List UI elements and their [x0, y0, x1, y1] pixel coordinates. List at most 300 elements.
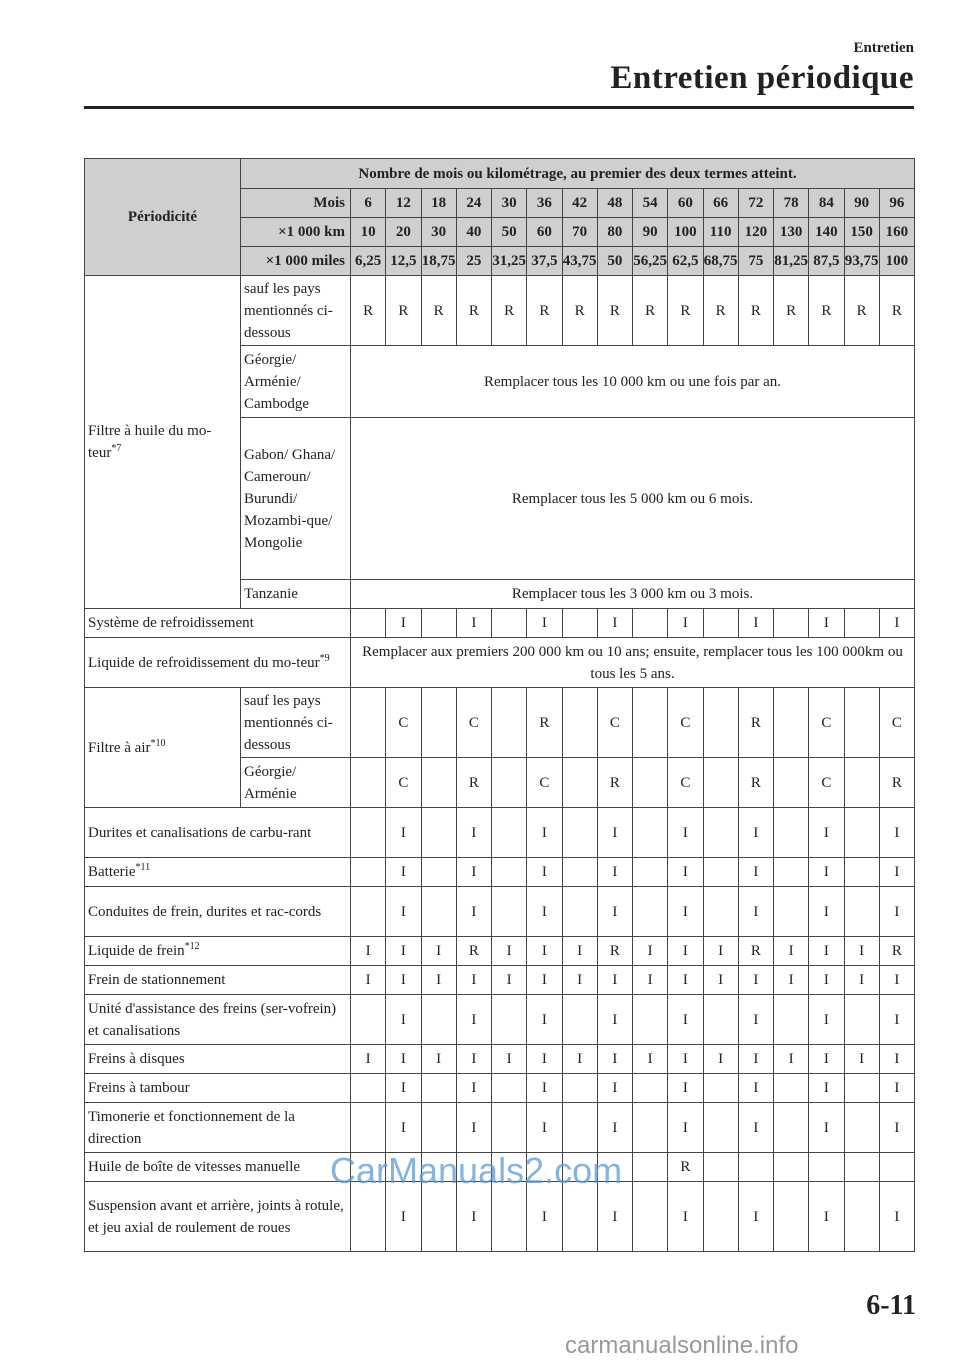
schedule-cell: 6: [351, 189, 386, 218]
schedule-cell: I: [597, 995, 632, 1045]
schedule-cell: 75: [738, 247, 773, 276]
schedule-cell: R: [597, 276, 632, 346]
schedule-cell: I: [738, 808, 773, 858]
schedule-cell: I: [738, 1074, 773, 1103]
schedule-cell: I: [774, 937, 809, 966]
schedule-cell: I: [633, 1045, 668, 1074]
schedule-cell: C: [527, 758, 562, 808]
schedule-cell: 6,25: [351, 247, 386, 276]
schedule-cell: I: [456, 1045, 491, 1074]
schedule-cell: 90: [844, 189, 879, 218]
schedule-cell: I: [879, 1045, 914, 1074]
schedule-cell: I: [738, 966, 773, 995]
schedule-cell: I: [386, 858, 421, 887]
coolant-label: Liquide de refroidissement du mo-teur$^{*9}$: [85, 638, 351, 688]
schedule-cell: I: [774, 1045, 809, 1074]
schedule-cell: [633, 808, 668, 858]
schedule-cell: I: [668, 1182, 703, 1252]
schedule-cell: R: [597, 937, 632, 966]
schedule-cell: [351, 758, 386, 808]
schedule-cell: I: [809, 609, 844, 638]
schedule-cell: R: [668, 276, 703, 346]
schedule-cell: I: [879, 966, 914, 995]
schedule-cell: I: [809, 887, 844, 937]
schedule-cell: [703, 858, 738, 887]
schedule-cell: 140: [809, 218, 844, 247]
schedule-cell: [351, 688, 386, 758]
schedule-cell: I: [879, 609, 914, 638]
row-label: Batterie$^{*11}$: [85, 858, 351, 887]
schedule-cell: I: [809, 1182, 844, 1252]
schedule-cell: 30: [492, 189, 527, 218]
schedule-cell: R: [492, 276, 527, 346]
schedule-cell: I: [879, 1103, 914, 1153]
schedule-cell: [703, 1153, 738, 1182]
km-label: ×1 000 km: [241, 218, 351, 247]
schedule-cell: [421, 609, 456, 638]
schedule-cell: I: [668, 609, 703, 638]
schedule-cell: I: [527, 1045, 562, 1074]
schedule-cell: [421, 858, 456, 887]
schedule-cell: 120: [738, 218, 773, 247]
schedule-cell: [421, 887, 456, 937]
schedule-cell: I: [386, 808, 421, 858]
schedule-cell: I: [738, 609, 773, 638]
schedule-cell: 68,75: [703, 247, 738, 276]
schedule-cell: I: [879, 887, 914, 937]
schedule-cell: 100: [668, 218, 703, 247]
schedule-cell: C: [386, 688, 421, 758]
schedule-cell: [633, 995, 668, 1045]
schedule-cell: [351, 1103, 386, 1153]
schedule-cell: I: [456, 1182, 491, 1252]
schedule-cell: 43,75: [562, 247, 597, 276]
schedule-cell: I: [456, 858, 491, 887]
schedule-cell: [879, 1153, 914, 1182]
schedule-cell: 50: [492, 218, 527, 247]
schedule-cell: I: [386, 1074, 421, 1103]
table-row: [85, 1045, 915, 1074]
schedule-cell: [703, 887, 738, 937]
schedule-cell: [492, 1074, 527, 1103]
schedule-cell: I: [386, 1182, 421, 1252]
schedule-cell: I: [597, 858, 632, 887]
table-row: [85, 937, 915, 966]
schedule-cell: I: [597, 887, 632, 937]
schedule-cell: R: [668, 1153, 703, 1182]
schedule-cell: R: [738, 276, 773, 346]
schedule-cell: [421, 995, 456, 1045]
schedule-cell: [844, 1074, 879, 1103]
schedule-cell: [844, 808, 879, 858]
oil-filter-sub2-text: Remplacer tous les 10 000 km ou une fois par an.: [351, 346, 915, 418]
schedule-cell: 160: [879, 218, 914, 247]
schedule-cell: [492, 688, 527, 758]
schedule-cell: I: [527, 995, 562, 1045]
schedule-cell: [351, 808, 386, 858]
schedule-cell: I: [386, 1103, 421, 1153]
schedule-cell: R: [703, 276, 738, 346]
schedule-cell: R: [879, 758, 914, 808]
schedule-cell: I: [386, 609, 421, 638]
table-row: [85, 858, 915, 887]
schedule-cell: I: [456, 609, 491, 638]
periodicite-header: Périodicité: [85, 159, 241, 276]
schedule-cell: I: [456, 1074, 491, 1103]
table-row: [85, 1182, 915, 1252]
cooling-system-label: Système de refroidissement: [85, 609, 351, 638]
schedule-cell: [562, 1074, 597, 1103]
schedule-cell: I: [527, 887, 562, 937]
schedule-cell: I: [562, 1045, 597, 1074]
schedule-cell: 31,25: [492, 247, 527, 276]
schedule-cell: [703, 1074, 738, 1103]
schedule-cell: 20: [386, 218, 421, 247]
row-label: Suspension avant et arrière, joints à rotule, et jeu axial de roulement de roues: [85, 1182, 351, 1252]
row-label: Liquide de frein$^{*12}$: [85, 937, 351, 966]
schedule-cell: I: [668, 858, 703, 887]
schedule-cell: I: [421, 966, 456, 995]
schedule-cell: I: [456, 1103, 491, 1153]
schedule-cell: I: [668, 995, 703, 1045]
schedule-cell: [703, 758, 738, 808]
schedule-cell: I: [668, 1103, 703, 1153]
schedule-cell: [633, 1103, 668, 1153]
schedule-cell: [421, 758, 456, 808]
schedule-cell: [774, 1103, 809, 1153]
schedule-cell: 12: [386, 189, 421, 218]
table-row: [85, 995, 915, 1045]
schedule-cell: [421, 808, 456, 858]
schedule-cell: 87,5: [809, 247, 844, 276]
schedule-cell: [844, 1103, 879, 1153]
schedule-cell: I: [386, 966, 421, 995]
schedule-cell: C: [809, 688, 844, 758]
schedule-cell: 150: [844, 218, 879, 247]
schedule-cell: I: [597, 609, 632, 638]
schedule-cell: [844, 609, 879, 638]
schedule-cell: I: [703, 937, 738, 966]
schedule-cell: I: [492, 1045, 527, 1074]
schedule-cell: 40: [456, 218, 491, 247]
schedule-cell: 70: [562, 218, 597, 247]
schedule-cell: [562, 808, 597, 858]
schedule-cell: 50: [597, 247, 632, 276]
schedule-cell: I: [351, 966, 386, 995]
table-row: [85, 887, 915, 937]
schedule-cell: 93,75: [844, 247, 879, 276]
watermark: CarManuals2.com: [330, 1150, 623, 1191]
schedule-cell: [492, 1182, 527, 1252]
schedule-cell: I: [879, 858, 914, 887]
schedule-caption: Nombre de mois ou kilométrage, au premier des deux termes atteint.: [241, 159, 915, 189]
schedule-cell: I: [879, 1074, 914, 1103]
schedule-cell: I: [597, 808, 632, 858]
schedule-cell: 72: [738, 189, 773, 218]
air-filter-label: Filtre à air$^{*10}$: [85, 688, 241, 808]
air-filter-sub2-label: Géorgie/ Arménie: [241, 758, 351, 808]
schedule-cell: I: [527, 808, 562, 858]
schedule-cell: I: [527, 937, 562, 966]
schedule-cell: [774, 808, 809, 858]
schedule-cell: I: [351, 1045, 386, 1074]
oil-filter-sub2-label: Géorgie/ Arménie/ Cambodge: [241, 346, 351, 418]
schedule-cell: R: [351, 276, 386, 346]
schedule-cell: [492, 995, 527, 1045]
schedule-cell: [703, 808, 738, 858]
miles-label: ×1 000 miles: [241, 247, 351, 276]
schedule-cell: [633, 887, 668, 937]
schedule-cell: [562, 688, 597, 758]
schedule-cell: R: [844, 276, 879, 346]
schedule-cell: I: [809, 808, 844, 858]
schedule-cell: I: [492, 937, 527, 966]
schedule-cell: [351, 995, 386, 1045]
row-label: Freins à tambour: [85, 1074, 351, 1103]
schedule-cell: 54: [633, 189, 668, 218]
schedule-cell: I: [844, 1045, 879, 1074]
schedule-cell: [844, 688, 879, 758]
section-label: Entretien: [853, 40, 914, 56]
schedule-cell: I: [774, 966, 809, 995]
schedule-cell: R: [738, 688, 773, 758]
schedule-cell: I: [597, 1045, 632, 1074]
schedule-cell: [633, 1182, 668, 1252]
schedule-cell: I: [879, 995, 914, 1045]
air-filter-sub1-label: sauf les pays mentionnés ci-dessous: [241, 688, 351, 758]
row-label: Freins à disques: [85, 1045, 351, 1074]
row-label: Conduites de frein, durites et rac-cords: [85, 887, 351, 937]
schedule-cell: I: [809, 858, 844, 887]
row-label: Unité d'assistance des freins (ser-vofrein) et canalisations: [85, 995, 351, 1045]
schedule-cell: I: [703, 966, 738, 995]
schedule-cell: I: [527, 609, 562, 638]
schedule-cell: [774, 609, 809, 638]
schedule-cell: I: [844, 966, 879, 995]
schedule-cell: R: [738, 937, 773, 966]
schedule-cell: [844, 1182, 879, 1252]
schedule-cell: [703, 1103, 738, 1153]
schedule-cell: I: [738, 995, 773, 1045]
schedule-cell: C: [668, 688, 703, 758]
schedule-cell: I: [456, 995, 491, 1045]
schedule-cell: [703, 995, 738, 1045]
schedule-cell: I: [668, 1045, 703, 1074]
oil-filter-sub3-label: Gabon/ Ghana/ Cameroun/ Burundi/ Mozambi-que/ Mongolie: [241, 418, 351, 580]
schedule-cell: [844, 887, 879, 937]
schedule-cell: [421, 1103, 456, 1153]
schedule-cell: 60: [668, 189, 703, 218]
schedule-cell: [633, 609, 668, 638]
schedule-cell: [562, 887, 597, 937]
schedule-cell: 110: [703, 218, 738, 247]
schedule-cell: I: [527, 966, 562, 995]
schedule-cell: [774, 887, 809, 937]
schedule-cell: R: [456, 276, 491, 346]
table-row: [85, 966, 915, 995]
schedule-cell: I: [351, 937, 386, 966]
schedule-cell: [844, 758, 879, 808]
schedule-cell: 18: [421, 189, 456, 218]
schedule-cell: [844, 995, 879, 1045]
schedule-cell: 84: [809, 189, 844, 218]
schedule-cell: [351, 1074, 386, 1103]
schedule-cell: [421, 1074, 456, 1103]
schedule-cell: R: [527, 688, 562, 758]
schedule-cell: C: [386, 758, 421, 808]
schedule-cell: I: [668, 887, 703, 937]
page-title: Entretien périodique: [610, 60, 914, 96]
schedule-cell: 37,5: [527, 247, 562, 276]
schedule-cell: I: [456, 808, 491, 858]
schedule-cell: [351, 609, 386, 638]
schedule-cell: [633, 858, 668, 887]
schedule-cell: I: [597, 1074, 632, 1103]
schedule-cell: 90: [633, 218, 668, 247]
oil-filter-sub4-text: Remplacer tous les 3 000 km ou 3 mois.: [351, 580, 915, 609]
months-label: Mois: [241, 189, 351, 218]
schedule-cell: I: [527, 858, 562, 887]
schedule-cell: 18,75: [421, 247, 456, 276]
schedule-cell: [351, 1182, 386, 1252]
schedule-cell: I: [597, 1103, 632, 1153]
schedule-cell: I: [562, 937, 597, 966]
schedule-cell: [421, 688, 456, 758]
schedule-cell: 130: [774, 218, 809, 247]
schedule-cell: 10: [351, 218, 386, 247]
schedule-cell: I: [597, 1182, 632, 1252]
page-number: 6-11: [866, 1290, 916, 1321]
schedule-cell: [774, 758, 809, 808]
row-label: Huile de boîte de vitesses manuelle: [85, 1153, 351, 1182]
schedule-cell: [492, 1103, 527, 1153]
schedule-cell: I: [633, 937, 668, 966]
schedule-cell: I: [668, 1074, 703, 1103]
schedule-cell: C: [456, 688, 491, 758]
schedule-cell: 66: [703, 189, 738, 218]
schedule-cell: [774, 995, 809, 1045]
schedule-cell: C: [879, 688, 914, 758]
schedule-cell: I: [386, 887, 421, 937]
schedule-cell: C: [809, 758, 844, 808]
oil-filter-sub3-text: Remplacer tous les 5 000 km ou 6 mois.: [351, 418, 915, 580]
row-label: Durites et canalisations de carbu-rant: [85, 808, 351, 858]
schedule-cell: [492, 887, 527, 937]
footer-watermark: carmanualsonline.info: [565, 1332, 799, 1359]
schedule-cell: R: [879, 276, 914, 346]
schedule-cell: I: [668, 937, 703, 966]
schedule-cell: [492, 609, 527, 638]
schedule-cell: I: [738, 1182, 773, 1252]
schedule-cell: I: [809, 966, 844, 995]
schedule-cell: I: [527, 1074, 562, 1103]
schedule-cell: [633, 1074, 668, 1103]
schedule-cell: R: [774, 276, 809, 346]
schedule-cell: I: [738, 1103, 773, 1153]
schedule-cell: I: [809, 1103, 844, 1153]
schedule-cell: [774, 1074, 809, 1103]
schedule-cell: 36: [527, 189, 562, 218]
schedule-cell: [703, 1182, 738, 1252]
header-rule: [84, 106, 914, 109]
schedule-cell: [774, 1153, 809, 1182]
schedule-cell: R: [597, 758, 632, 808]
schedule-cell: [562, 758, 597, 808]
schedule-cell: I: [738, 1045, 773, 1074]
schedule-cell: I: [386, 937, 421, 966]
schedule-cell: [633, 758, 668, 808]
schedule-cell: I: [738, 887, 773, 937]
schedule-cell: I: [386, 1045, 421, 1074]
table-row: [85, 808, 915, 858]
schedule-cell: C: [597, 688, 632, 758]
schedule-cell: [738, 1153, 773, 1182]
schedule-cell: 48: [597, 189, 632, 218]
schedule-cell: R: [456, 937, 491, 966]
schedule-cell: I: [809, 937, 844, 966]
table-row: [85, 1074, 915, 1103]
schedule-cell: [421, 1182, 456, 1252]
schedule-cell: I: [456, 887, 491, 937]
schedule-cell: 42: [562, 189, 597, 218]
row-label: Timonerie et fonctionnement de la direction: [85, 1103, 351, 1153]
schedule-cell: 78: [774, 189, 809, 218]
schedule-cell: 12,5: [386, 247, 421, 276]
schedule-cell: [774, 1182, 809, 1252]
schedule-cell: [351, 887, 386, 937]
schedule-cell: [562, 609, 597, 638]
schedule-cell: R: [386, 276, 421, 346]
coolant-text: Remplacer aux premiers 200 000 km ou 10 ans; ensuite, remplacer tous les 100 000km ou tous les 5 ans.: [351, 638, 915, 688]
oil-filter-sub4-label: Tanzanie: [241, 580, 351, 609]
schedule-cell: [562, 1103, 597, 1153]
schedule-cell: [703, 688, 738, 758]
schedule-cell: 80: [597, 218, 632, 247]
schedule-cell: R: [562, 276, 597, 346]
schedule-cell: [844, 858, 879, 887]
schedule-cell: 25: [456, 247, 491, 276]
schedule-cell: [809, 1153, 844, 1182]
schedule-cell: I: [668, 808, 703, 858]
schedule-cell: I: [527, 1182, 562, 1252]
schedule-cell: I: [738, 858, 773, 887]
schedule-cell: 24: [456, 189, 491, 218]
schedule-cell: [774, 858, 809, 887]
schedule-cell: 60: [527, 218, 562, 247]
schedule-cell: 81,25: [774, 247, 809, 276]
schedule-cell: R: [421, 276, 456, 346]
oil-filter-sub1-label: sauf les pays mentionnés ci-dessous: [241, 276, 351, 346]
schedule-cell: I: [597, 966, 632, 995]
schedule-cell: [562, 995, 597, 1045]
schedule-cell: 30: [421, 218, 456, 247]
schedule-cell: [492, 758, 527, 808]
schedule-cell: R: [456, 758, 491, 808]
schedule-cell: R: [633, 276, 668, 346]
schedule-cell: [774, 688, 809, 758]
schedule-cell: [562, 1182, 597, 1252]
schedule-cell: 100: [879, 247, 914, 276]
schedule-cell: [633, 688, 668, 758]
schedule-cell: [703, 609, 738, 638]
schedule-cell: R: [527, 276, 562, 346]
row-label: Frein de stationnement: [85, 966, 351, 995]
schedule-cell: I: [492, 966, 527, 995]
schedule-cell: I: [668, 966, 703, 995]
schedule-cell: 96: [879, 189, 914, 218]
schedule-cell: I: [703, 1045, 738, 1074]
schedule-cell: R: [809, 276, 844, 346]
